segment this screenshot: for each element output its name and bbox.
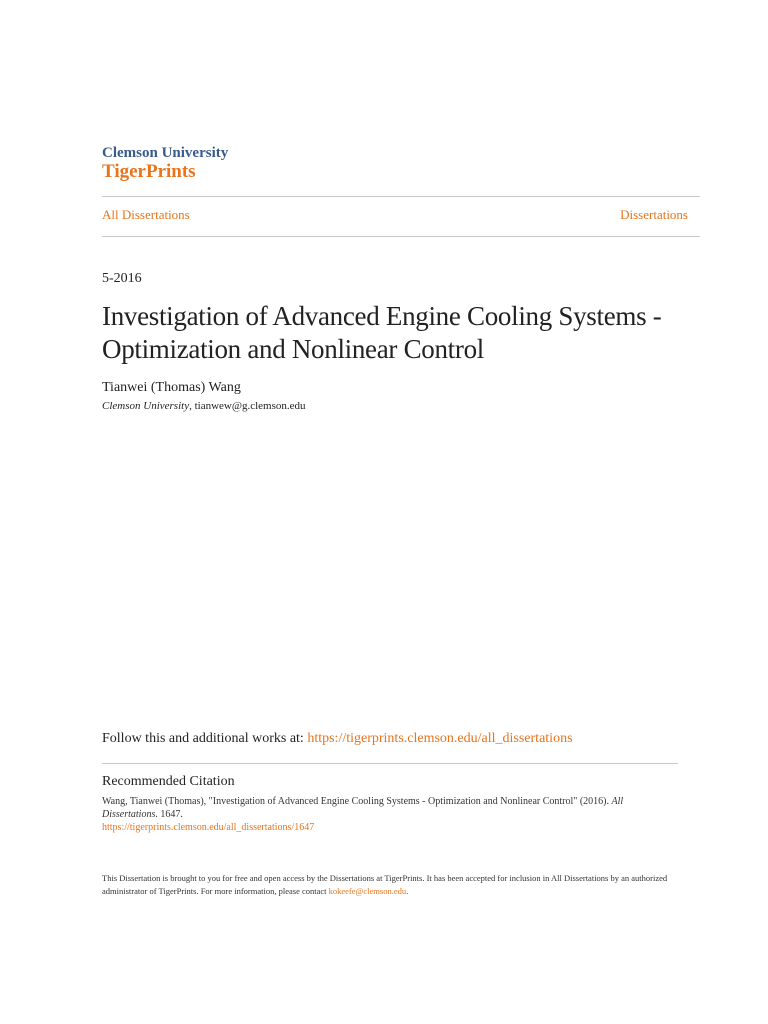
citation-series: All Dissertations bbox=[102, 796, 624, 820]
follow-line bbox=[102, 731, 573, 747]
author-affiliation bbox=[102, 400, 306, 412]
divider-citation bbox=[102, 763, 678, 764]
citation-url-link[interactable]: https://tigerprints.clemson.edu/all_dissertations/1647 bbox=[102, 822, 315, 833]
citation-text: Wang, Tianwei (Thomas), "Investigation of Advanced Engine Cooling Systems - Optimization and Nonlinear Control" (2016). bbox=[102, 796, 612, 807]
university-name: Clemson University bbox=[102, 145, 229, 161]
access-notice bbox=[102, 872, 682, 898]
all-dissertations-link[interactable]: All Dissertations bbox=[102, 207, 190, 222]
dissertations-link[interactable]: Dissertations bbox=[620, 207, 688, 222]
follow-url-link[interactable]: https://tigerprints.clemson.edu/all_dissertations bbox=[307, 731, 573, 746]
citation-block bbox=[102, 795, 662, 834]
author-name: Tianwei (Thomas) Wang bbox=[102, 380, 241, 395]
citation-number: . 1647. bbox=[155, 809, 183, 820]
author-email: tianwew@g.clemson.edu bbox=[194, 400, 306, 412]
affiliation-institution: Clemson University bbox=[102, 400, 190, 412]
contact-email-link[interactable]: kokeefe@clemson.edu bbox=[328, 886, 407, 896]
affiliation-separator: , bbox=[189, 400, 195, 412]
notice-end: . bbox=[406, 886, 409, 896]
divider-top bbox=[102, 196, 700, 197]
divider-nav bbox=[102, 236, 700, 237]
notice-text: This Dissertation is brought to you for free and open access by the Dissertations at TigerPrints. It has been accepted for inclusion in All Dissertations by an authorized administrator of TigerPrints. For more information, please contact bbox=[102, 873, 668, 896]
publication-date: 5-2016 bbox=[102, 271, 142, 286]
citation-heading: Recommended Citation bbox=[102, 774, 235, 789]
document-title: Investigation of Advanced Engine Cooling Systems - Optimization and Nonlinear Control bbox=[102, 301, 662, 364]
repository-name[interactable]: TigerPrints bbox=[102, 161, 196, 182]
follow-label: Follow this and additional works at: bbox=[102, 731, 308, 746]
